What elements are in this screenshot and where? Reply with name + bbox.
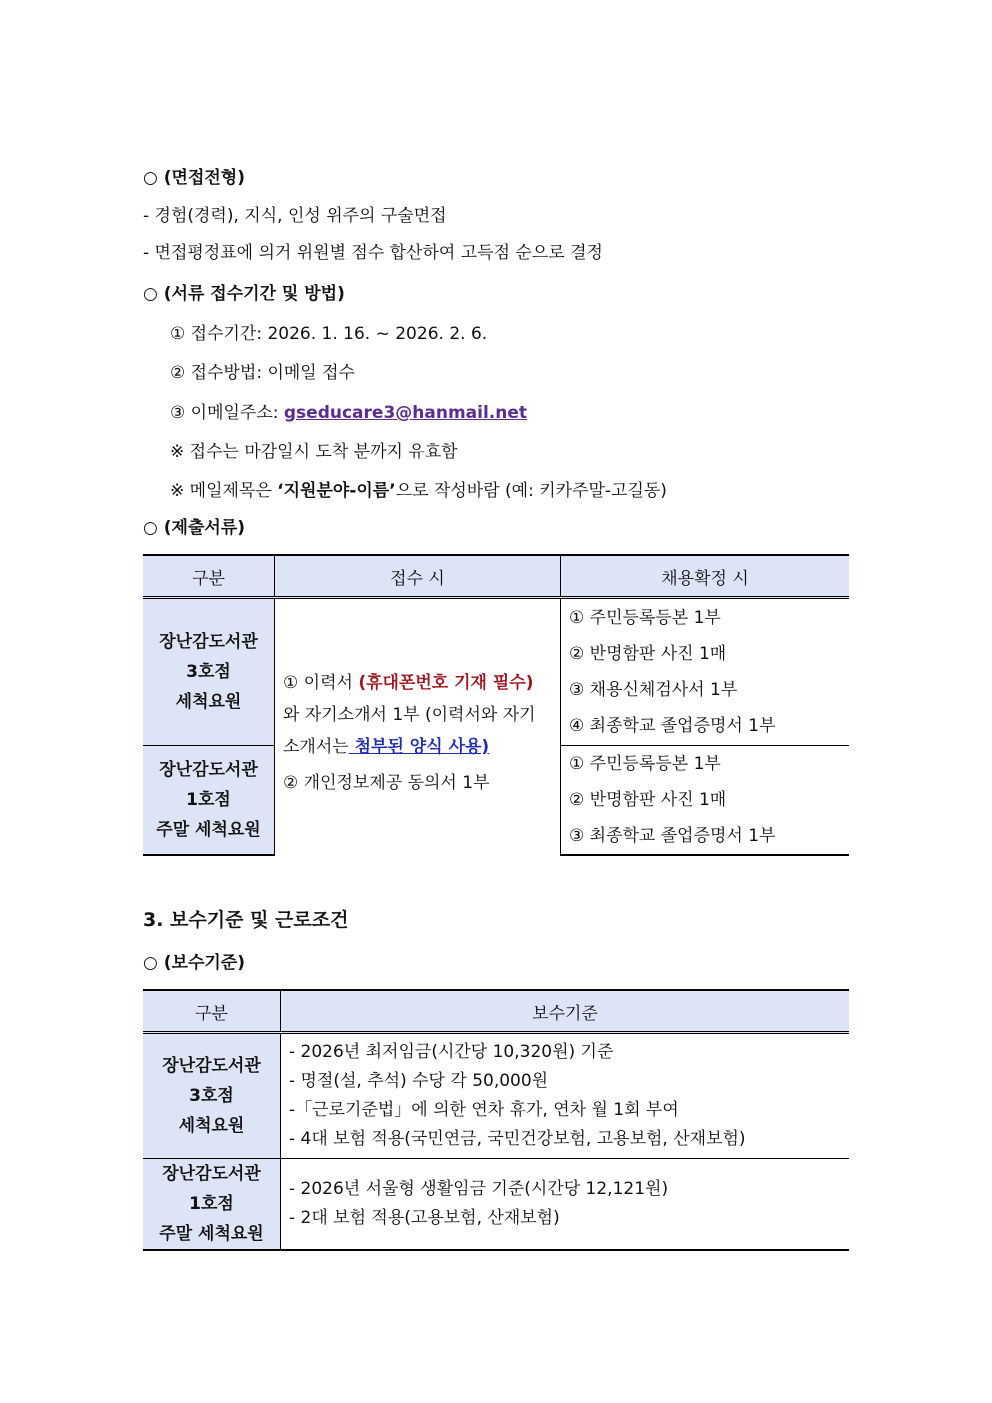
receipt-cell (275, 598, 561, 856)
documents-heading-text: (제출서류) (163, 518, 245, 538)
row-label (143, 746, 275, 856)
row-label-line: 1호점 (186, 790, 231, 810)
receipt-text: 소개서는 (283, 737, 349, 757)
column-header: 채용확정 시 (561, 555, 850, 598)
receipt-required-note: (휴대폰번호 기재 필수) (358, 673, 534, 693)
list-item: ② 반명함판 사진 1매 (569, 644, 727, 664)
list-item: - 2026년 서울형 생활임금 기준(시간당 12,121원) (289, 1179, 669, 1199)
column-header: 구분 (143, 990, 281, 1033)
row-label (143, 1033, 281, 1159)
table-row (143, 598, 849, 746)
note-bold: ‘지원분야-이름’ (277, 481, 396, 501)
receipt-line (283, 667, 552, 699)
row-label-line: 3호점 (186, 662, 231, 682)
confirm-cell (561, 746, 850, 856)
row-label-line: 주말 세척요원 (159, 1224, 264, 1244)
column-header: 보수기준 (281, 990, 850, 1033)
list-item: - 2026년 최저임금(시간당 10,320원) 기준 (289, 1042, 614, 1062)
circle-bullet-icon: ○ (143, 953, 158, 973)
row-label-line: 주말 세척요원 (156, 820, 261, 840)
table-row (143, 1033, 849, 1159)
row-label-line: 3호점 (189, 1086, 234, 1106)
circle-bullet-icon: ○ (143, 168, 158, 188)
row-label-line: 장난감도서관 (162, 1164, 261, 1184)
list-item: ② 반명함판 사진 1매 (569, 790, 727, 810)
list-item: - 4대 보험 적용(국민연금, 국민건강보험, 고용보험, 산재보험) (289, 1129, 746, 1149)
email-label: ③ 이메일주소: (170, 403, 284, 423)
list-item: - 2대 보험 적용(고용보험, 산재보험) (289, 1208, 560, 1228)
list-item: ③ 최종학교 졸업증명서 1부 (569, 826, 776, 846)
documents-table (143, 554, 849, 856)
note-prefix: ※ 메일제목은 (170, 481, 278, 501)
salary-cell (281, 1159, 850, 1251)
list-item: ③ 채용신체검사서 1부 (569, 680, 738, 700)
application-method: ② 접수방법: 이메일 접수 (170, 363, 355, 383)
receipt-line: ② 개인정보제공 동의서 1부 (283, 773, 490, 793)
table-header-row (143, 555, 849, 598)
application-heading (143, 279, 345, 304)
circle-bullet-icon: ○ (143, 518, 158, 538)
row-label-line: 1호점 (189, 1194, 234, 1214)
list-item: ① 주민등록등본 1부 (569, 754, 721, 774)
interview-item: - 면접평정표에 의거 위원별 점수 합산하여 고득점 순으로 결정 (143, 243, 603, 263)
row-label-line: 장난감도서관 (162, 1056, 261, 1076)
circle-bullet-icon: ○ (143, 284, 158, 304)
column-header: 구분 (143, 555, 275, 598)
salary-cell (281, 1033, 850, 1159)
receipt-text: ① 이력서 (283, 673, 359, 693)
application-email-line (170, 398, 527, 423)
table-header-row (143, 990, 849, 1033)
section-title: 3. 보수기준 및 근로조건 (143, 909, 349, 931)
documents-heading (143, 513, 245, 538)
interview-heading (143, 163, 245, 188)
salary-heading (143, 948, 245, 973)
row-label (143, 598, 275, 746)
row-label-line: 장난감도서관 (159, 760, 258, 780)
receipt-line (283, 731, 552, 763)
interview-item: - 경험(경력), 지식, 인성 위주의 구술면접 (143, 206, 447, 226)
confirm-cell (561, 598, 850, 746)
application-period: ① 접수기간: 2026. 1. 16. ~ 2026. 2. 6. (170, 324, 488, 344)
list-item: - 명절(설, 추석) 수당 각 50,000원 (289, 1071, 549, 1091)
note-suffix: 으로 작성바람 (예: 키카주말-고길동) (395, 481, 667, 501)
application-note-subject (170, 476, 667, 501)
row-label (143, 1159, 281, 1251)
salary-table (143, 989, 849, 1251)
application-heading-text: (서류 접수기간 및 방법) (163, 284, 345, 304)
column-header: 접수 시 (275, 555, 561, 598)
receipt-line: 와 자기소개서 1부 (이력서와 자기 (283, 705, 536, 725)
list-item: ④ 최종학교 졸업증명서 1부 (569, 716, 776, 736)
interview-heading-text: (면접전형) (163, 168, 245, 188)
table-row (143, 1159, 849, 1251)
list-item: ① 주민등록등본 1부 (569, 608, 721, 628)
row-label-line: 세척요원 (178, 1116, 245, 1136)
row-label-line: 세척요원 (175, 692, 242, 712)
salary-heading-text: (보수기준) (163, 953, 245, 973)
list-item: -「근로기준법」에 의한 연차 휴가, 연차 월 1회 부여 (289, 1100, 679, 1120)
attached-form-note: 첨부된 양식 사용) (348, 737, 490, 757)
application-note: ※ 접수는 마감일시 도착 분까지 유효함 (170, 442, 458, 462)
email-link[interactable]: gseducare3@hanmail.net (283, 403, 528, 423)
row-label-line: 장난감도서관 (159, 632, 258, 652)
